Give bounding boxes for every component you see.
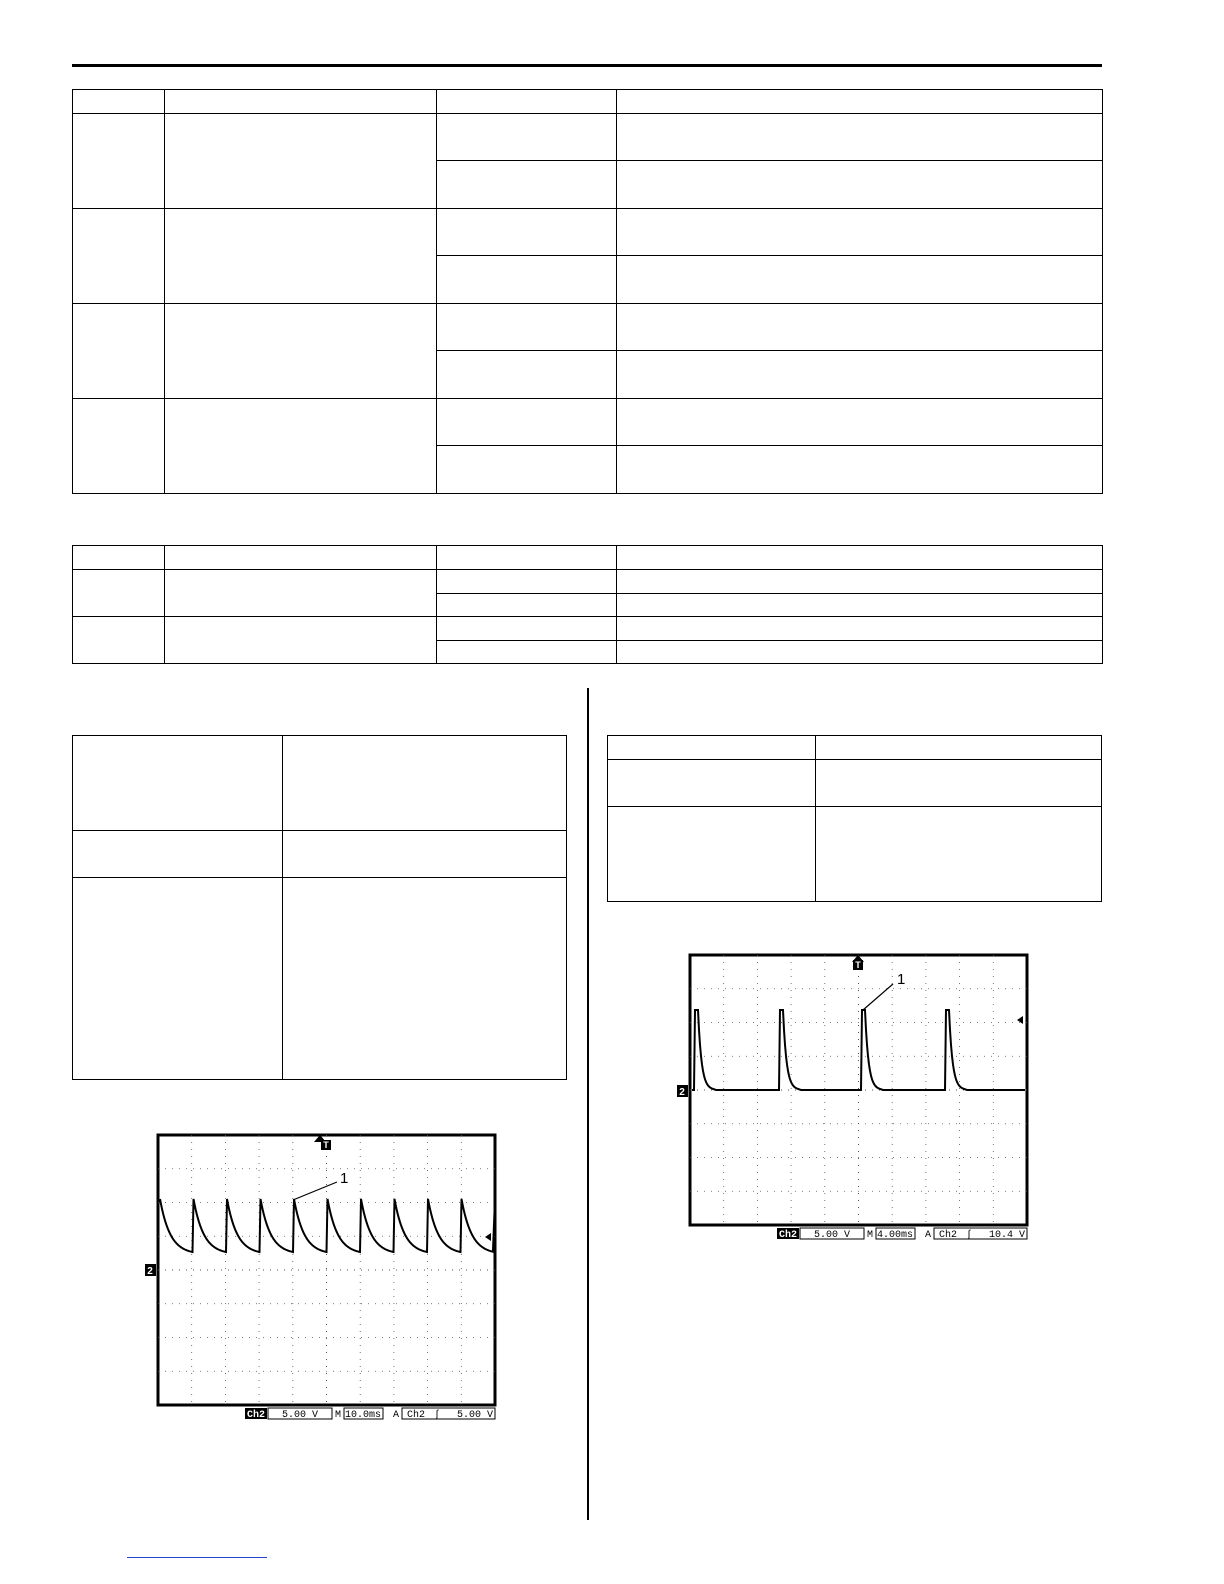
table-cell [617, 570, 1103, 594]
table-cell [617, 351, 1103, 399]
scope-status-bar [245, 1408, 495, 1421]
table-cell [608, 736, 816, 760]
column-divider [587, 688, 589, 1520]
status-volts-div: 5.00 V [813, 1230, 851, 1241]
status-trigger-level: 5.00 V [456, 1410, 493, 1421]
status-time-prefix: M [866, 1230, 874, 1241]
table-row [608, 736, 1102, 760]
table-cell [165, 209, 437, 304]
table-cell [73, 878, 283, 1080]
table-cell [73, 831, 283, 878]
status-trigger-prefix: A [392, 1410, 400, 1421]
table-cell [73, 114, 165, 209]
callout-number: 1 [897, 971, 906, 988]
table-cell [165, 617, 437, 664]
table-cell [73, 304, 165, 399]
table-cell [437, 114, 617, 161]
table-cell [617, 641, 1103, 664]
table-cell [437, 546, 617, 570]
table-1 [72, 89, 1103, 494]
rising-edge-icon: ∫ [965, 1230, 973, 1241]
status-time-div: 10.0ms [344, 1410, 382, 1421]
table-cell [617, 90, 1103, 114]
table-cell [437, 351, 617, 399]
table-cell [165, 90, 437, 114]
status-time-div: 4.00ms [876, 1230, 914, 1241]
table-cell [165, 114, 437, 209]
status-time-prefix: M [334, 1410, 342, 1421]
table-2 [72, 545, 1103, 664]
table-cell [73, 617, 165, 664]
table-row [73, 831, 567, 878]
table-cell [73, 570, 165, 617]
table-row [608, 760, 1102, 807]
oscilloscope-left-svg [140, 1133, 500, 1423]
table-cell [617, 304, 1103, 351]
trigger-marker-label: T [323, 1140, 329, 1150]
table-cell [437, 570, 617, 594]
table-cell [437, 90, 617, 114]
table-cell [608, 807, 816, 902]
table-row [608, 807, 1102, 902]
trigger-marker-label: T [855, 960, 861, 970]
table-left [72, 735, 567, 1080]
footer-link-underline [127, 1557, 267, 1558]
status-channel: Ch2 [246, 1410, 266, 1421]
table-row [73, 114, 1103, 161]
table-cell [608, 760, 816, 807]
table-cell [816, 807, 1102, 902]
scope-status-bar [777, 1228, 1027, 1241]
table-cell [437, 209, 617, 256]
table-row [73, 736, 567, 831]
status-channel: Ch2 [778, 1230, 798, 1241]
table-row [73, 878, 567, 1080]
table-cell [816, 760, 1102, 807]
table-cell [617, 161, 1103, 209]
table-cell [437, 304, 617, 351]
oscilloscope-left [140, 1133, 500, 1423]
table-cell [617, 256, 1103, 304]
rising-edge-icon: ∫ [433, 1410, 441, 1421]
table-cell [73, 209, 165, 304]
table-cell [617, 209, 1103, 256]
table-cell [283, 736, 567, 831]
channel-ground-label: 2 [679, 1087, 685, 1098]
status-trigger-prefix: A [924, 1230, 932, 1241]
table-cell [437, 256, 617, 304]
status-volts-div: 5.00 V [281, 1410, 319, 1421]
table-cell [617, 617, 1103, 641]
table-cell [437, 617, 617, 641]
table-cell [617, 546, 1103, 570]
status-trigger-channel: Ch2 [938, 1230, 958, 1241]
table-2-header-row [73, 546, 1103, 570]
table-row [73, 570, 1103, 594]
table-row [73, 209, 1103, 256]
table-cell [816, 736, 1102, 760]
table-cell [437, 446, 617, 494]
table-cell [73, 546, 165, 570]
table-cell [437, 399, 617, 446]
status-trigger-level: 10.4 V [988, 1230, 1025, 1241]
table-right [607, 735, 1102, 902]
table-cell [73, 399, 165, 494]
channel-ground-label: 2 [147, 1266, 153, 1277]
table-cell [165, 304, 437, 399]
table-cell [617, 399, 1103, 446]
table-cell [73, 90, 165, 114]
table-cell [165, 399, 437, 494]
table-1-header-row [73, 90, 1103, 114]
table-cell [283, 878, 567, 1080]
oscilloscope-right [672, 953, 1032, 1243]
callout-number: 1 [340, 1170, 349, 1187]
table-row [73, 304, 1103, 351]
table-cell [165, 546, 437, 570]
table-cell [617, 446, 1103, 494]
table-cell [617, 594, 1103, 617]
table-cell [437, 641, 617, 664]
oscilloscope-right-svg [672, 953, 1032, 1243]
table-cell [165, 570, 437, 617]
table-cell [437, 161, 617, 209]
table-row [73, 617, 1103, 641]
table-row [73, 399, 1103, 446]
table-cell [73, 736, 283, 831]
header-rule [72, 64, 1102, 67]
table-cell [617, 114, 1103, 161]
table-cell [437, 594, 617, 617]
table-cell [283, 831, 567, 878]
status-trigger-channel: Ch2 [406, 1410, 426, 1421]
